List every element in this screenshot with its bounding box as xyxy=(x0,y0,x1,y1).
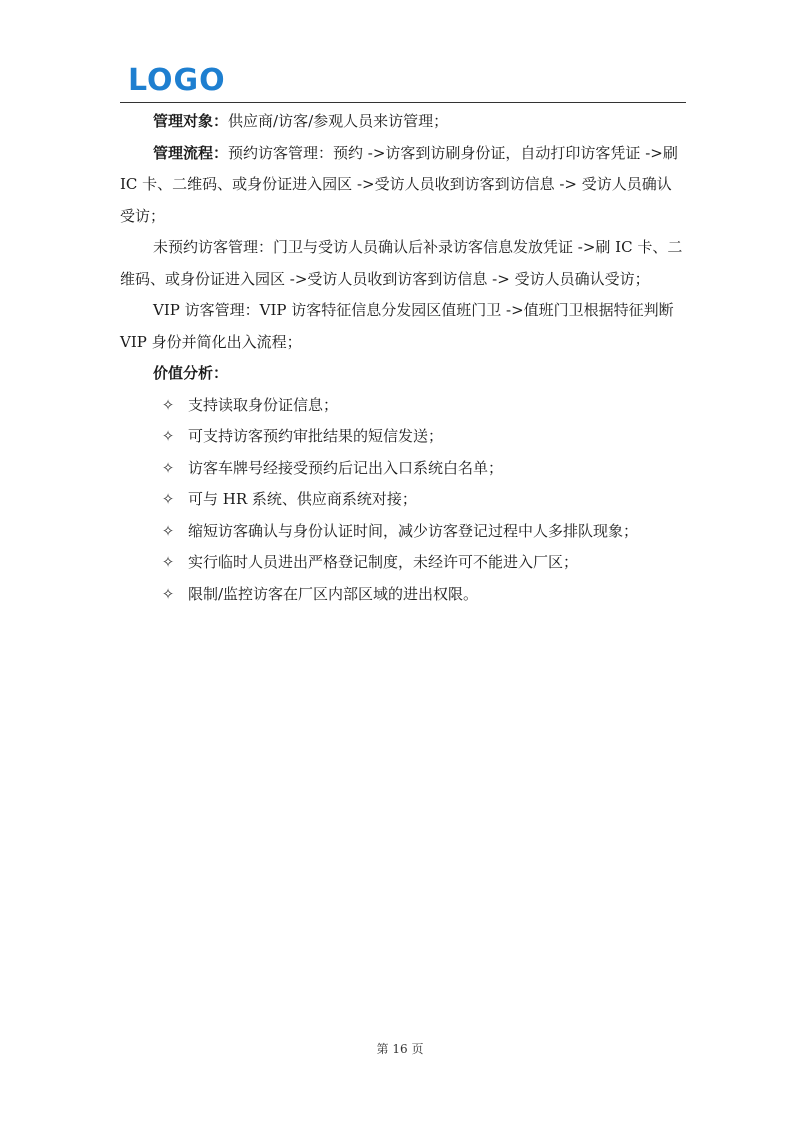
list-item: ✧ 缩短访客确认与身份认证时间，减少访客登记过程中人多排队现象； xyxy=(120,516,686,548)
page-number: 第 16 页 xyxy=(376,1042,424,1056)
unbooked-paragraph: 未预约访客管理：门卫与受访人员确认后补录访客信息发放凭证 ->刷 IC 卡、二维码、或身份证进入园区 ->受访人员收到访客到访信息 -> 受访人员确认受访； xyxy=(120,238,683,288)
diamond-bullet-icon: ✧ xyxy=(161,584,175,603)
target-label: 管理对象： xyxy=(153,112,229,130)
list-item: ✧ 实行临时人员进出严格登记制度，未经许可不能进入厂区； xyxy=(120,547,686,579)
value-heading xyxy=(120,358,686,390)
logo: LOGO xyxy=(128,63,226,98)
list-item: ✧ 可与 HR 系统、供应商系统对接； xyxy=(120,484,686,516)
diamond-bullet-icon: ✧ xyxy=(161,458,175,477)
flow-label: 管理流程： xyxy=(153,143,229,162)
value-label: 价值分析： xyxy=(153,364,229,382)
list-item: ✧ 可支持访客预约审批结果的短信发送； xyxy=(120,421,686,453)
list-item: ✧ 限制/监控访客在厂区内部区域的进出权限。 xyxy=(120,579,686,611)
diamond-bullet-icon: ✧ xyxy=(161,521,175,540)
document-body xyxy=(120,106,686,610)
list-item: ✧ 支持读取身份证信息； xyxy=(120,390,686,422)
diamond-bullet-icon: ✧ xyxy=(161,490,175,508)
target-paragraph xyxy=(120,106,686,138)
diamond-bullet-icon: ✧ xyxy=(161,553,175,571)
flow-paragraph xyxy=(120,138,686,233)
vip-paragraph: VIP 访客管理：VIP 访客特征信息分发园区值班门卫 ->值班门卫根据特征判断 VIP 身份并简化出入流程； xyxy=(120,301,674,351)
value-list xyxy=(120,390,686,611)
page-header xyxy=(120,60,686,103)
flow-text: 预约访客管理：预约 ->访客到访刷身份证，自动打印访客凭证 ->刷 IC 卡、二维码、或身份证进入园区 ->受访人员收到访客到访信息 -> 受访人员确认受访； xyxy=(120,143,678,225)
list-item: ✧ 访客车牌号经接受预约后记出入口系统白名单； xyxy=(120,453,686,485)
target-text: 供应商/访客/参观人员来访管理； xyxy=(228,112,449,130)
diamond-bullet-icon: ✧ xyxy=(161,427,175,445)
diamond-bullet-icon: ✧ xyxy=(161,395,175,414)
